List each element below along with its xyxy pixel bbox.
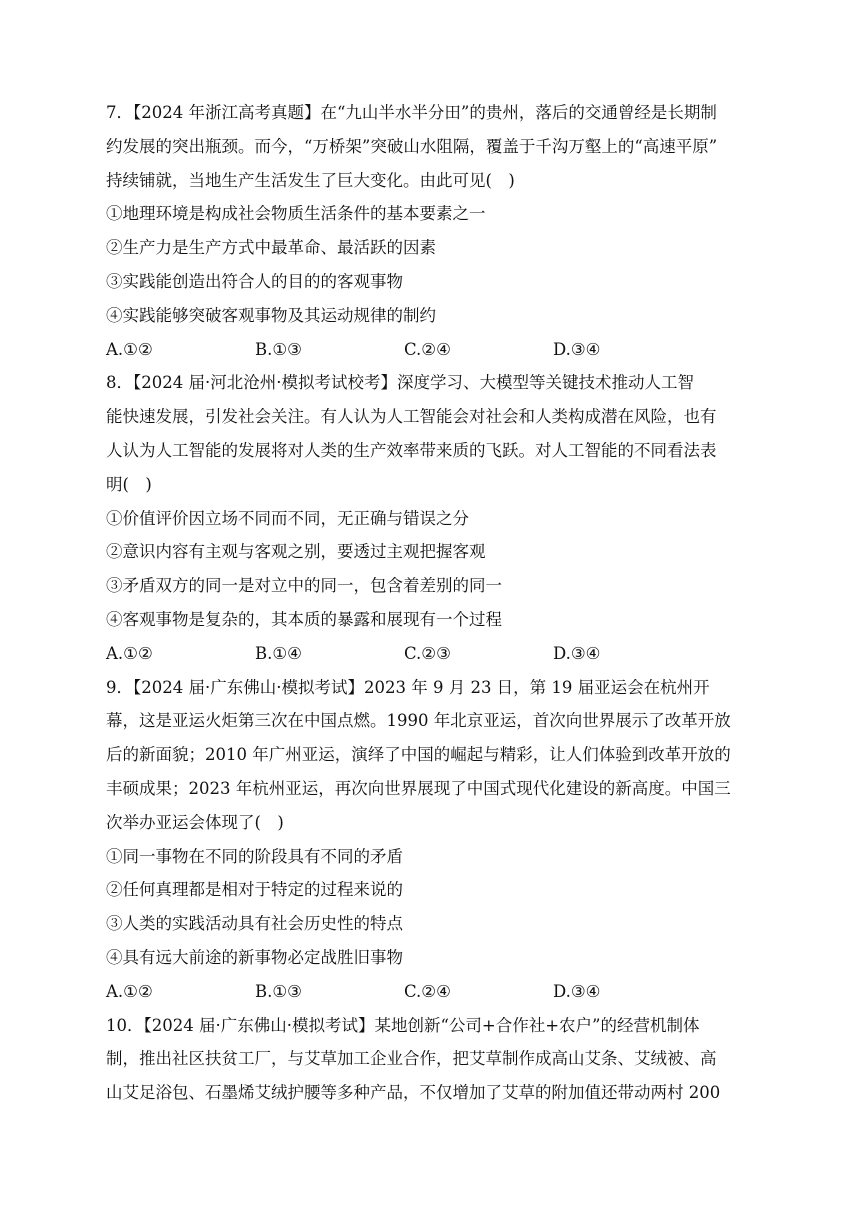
question-9 bbox=[106, 671, 756, 1009]
option-a: A.①② bbox=[106, 981, 153, 1001]
question-stem-line: 制，推出社区扶贫工厂，与艾草加工企业合作，把艾草制作成高山艾条、艾绒被、高 bbox=[106, 1049, 717, 1069]
option-b: B.①④ bbox=[255, 643, 302, 663]
question-8 bbox=[106, 366, 756, 670]
question-stem-line: 9．【2024 届·广东佛山·模拟考试】2023 年 9 月 23 日，第 19 届亚运会在杭州开 bbox=[106, 677, 710, 697]
option-a: A.①② bbox=[106, 339, 153, 359]
question-stem-line: 10．【2024 届·广东佛山·模拟考试】某地创新“公司+合作社+农户”的经营机制体 bbox=[106, 1015, 700, 1035]
question-stem-line: 明( ) bbox=[106, 474, 152, 494]
option-d: D.③④ bbox=[553, 339, 601, 359]
choice-statement: ②任何真理都是相对于特定的过程来说的 bbox=[106, 880, 403, 900]
choice-statement: ②意识内容有主观与客观之别，要透过主观把握客观 bbox=[106, 542, 486, 562]
exam-page bbox=[106, 96, 756, 1110]
option-c: C.②③ bbox=[404, 643, 451, 663]
question-stem-line: 幕，这是亚运火炬第三次在中国点燃。1990 年北京亚运，首次向世界展示了改革开放 bbox=[106, 711, 731, 731]
choice-statement: ④具有远大前途的新事物必定战胜旧事物 bbox=[106, 947, 403, 967]
option-c: C.②④ bbox=[404, 339, 451, 359]
question-stem-line: 次举办亚运会体现了( ) bbox=[106, 812, 284, 832]
choice-statement: ①价值评价因立场不同而不同，无正确与错误之分 bbox=[106, 508, 469, 528]
question-stem-line: 7．【2024 年浙江高考真题】在“九山半水半分田”的贵州，落后的交通曾经是长期制 bbox=[106, 103, 717, 122]
question-stem-line: 约发展的突出瓶颈。而今，“万桥架”突破山水阻隔，覆盖于千沟万壑上的“高速平原” bbox=[106, 136, 718, 156]
choice-statement: ④实践能够突破客观事物及其运动规律的制约 bbox=[106, 305, 436, 325]
question-stem-line: 人认为人工智能的发展将对人类的生产效率带来质的飞跃。对人工智能的不同看法表 bbox=[106, 440, 717, 460]
question-7 bbox=[106, 96, 756, 366]
choice-statement: ③实践能创造出符合人的目的的客观事物 bbox=[106, 271, 403, 291]
option-d: D.③④ bbox=[553, 981, 601, 1001]
answer-options bbox=[106, 637, 756, 671]
choice-statement: ②生产力是生产方式中最革命、最活跃的因素 bbox=[106, 238, 436, 258]
choice-statement: ④客观事物是复杂的，其本质的暴露和展现有一个过程 bbox=[106, 609, 502, 629]
option-d: D.③④ bbox=[553, 643, 601, 663]
question-stem-line: 能快速发展，引发社会关注。有人认为人工智能会对社会和人类构成潜在风险，也有 bbox=[106, 407, 717, 427]
option-b: B.①③ bbox=[255, 981, 302, 1001]
option-b: B.①③ bbox=[255, 339, 302, 359]
question-stem-line: 后的新面貌；2010 年广州亚运，演绎了中国的崛起与精彩，让人们体验到改革开放的 bbox=[106, 745, 731, 765]
question-stem-line: 丰硕成果；2023 年杭州亚运，再次向世界展现了中国式现代化建设的新高度。中国三 bbox=[106, 778, 731, 798]
choice-statement: ①同一事物在不同的阶段具有不同的矛盾 bbox=[106, 846, 403, 866]
option-a: A.①② bbox=[106, 643, 153, 663]
question-10 bbox=[106, 1009, 756, 1110]
question-stem-line: 山艾足浴包、石墨烯艾绒护腰等多种产品，不仅增加了艾草的附加值还带动两村 200 bbox=[106, 1083, 721, 1103]
choice-statement: ①地理环境是构成社会物质生活条件的基本要素之一 bbox=[106, 204, 486, 224]
question-stem-line: 8．【2024 届·河北沧州·模拟考试校考】深度学习、大模型等关键技术推动人工智 bbox=[106, 373, 694, 393]
option-c: C.②④ bbox=[404, 981, 451, 1001]
choice-statement: ③人类的实践活动具有社会历史性的特点 bbox=[106, 914, 403, 934]
answer-options bbox=[106, 333, 756, 367]
choice-statement: ③矛盾双方的同一是对立中的同一，包含着差别的同一 bbox=[106, 576, 502, 596]
answer-options bbox=[106, 975, 756, 1009]
question-stem-line: 持续铺就，当地生产生活发生了巨大变化。由此可见( ) bbox=[106, 170, 515, 190]
